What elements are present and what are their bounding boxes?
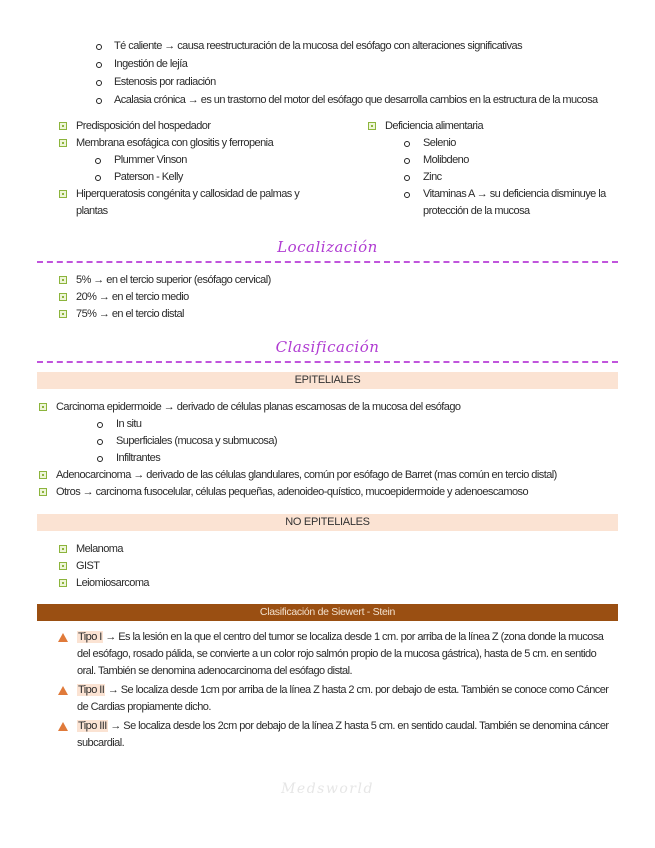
- checkbox-bullet-icon: [59, 139, 67, 147]
- list-item: [39, 467, 624, 484]
- checkbox-bullet-icon: [59, 545, 67, 553]
- left-risk-column: [59, 118, 319, 220]
- list-item: Ingestión de lejía: [96, 56, 626, 74]
- list-item-text: Hiperqueratosis congénita y callosidad de palmas y plantas: [76, 188, 300, 217]
- sub-list-item: Plummer Vinson: [95, 152, 319, 169]
- checkbox-bullet-icon: [59, 276, 67, 284]
- type-text: → Se localiza desde los 2cm por debajo de la línea Z hasta 5 cm. en sentido caudal. También se denomina cáncer subcardial.: [77, 720, 609, 749]
- list-item-text: 5% → en el tercio superior (esófago cervical): [76, 274, 271, 286]
- siewert-header: Clasificación de Siewert - Stein: [37, 604, 618, 621]
- list-item: [59, 186, 319, 220]
- list-item-text: Predisposición del hospedador: [76, 120, 211, 132]
- list-item: [59, 272, 619, 289]
- list-item: Té caliente → causa reestructuración de la mucosa del esófago con alteraciones significativas: [96, 38, 626, 56]
- checkbox-bullet-icon: [59, 562, 67, 570]
- triangle-bullet-icon: [58, 722, 68, 731]
- checkbox-bullet-icon: [39, 488, 47, 496]
- list-item-text: Carcinoma epidermoide → derivado de células planas escamosas de la mucosa del esófago: [56, 401, 461, 413]
- list-item-text: Adenocarcinoma → derivado de las células glandulares, común por esófago de Barret (mas común en tercio distal): [56, 469, 557, 481]
- list-item: [39, 484, 624, 501]
- sub-list-item: Selenio: [404, 135, 618, 152]
- sub-list-item: Paterson - Kelly: [95, 169, 319, 186]
- list-item-text: 75% → en el tercio distal: [76, 308, 184, 320]
- list-item-text: Otros → carcinoma fusocelular, células pequeñas, adenoideo-quístico, mucoepidermoide y adenoescamoso: [56, 486, 529, 498]
- checkbox-bullet-icon: [59, 579, 67, 587]
- list-item-text: Deficiencia alimentaria: [385, 120, 484, 132]
- list-item-text: 20% → en el tercio medio: [76, 291, 189, 303]
- list-item: [39, 399, 624, 416]
- list-item-text: Leiomiosarcoma: [76, 577, 150, 589]
- list-item-text: Melanoma: [76, 543, 123, 555]
- checkbox-bullet-icon: [39, 403, 47, 411]
- checkbox-bullet-icon: [59, 190, 67, 198]
- list-item: [368, 118, 618, 135]
- list-item-text: Membrana esofágica con glositis y ferropenia: [76, 137, 274, 149]
- top-risk-list: [96, 38, 626, 110]
- sub-list-item: Superficiales (mucosa y submucosa): [97, 433, 624, 450]
- list-item: [59, 558, 359, 575]
- localizacion-list: [59, 272, 619, 323]
- dashed-divider: [37, 361, 618, 363]
- sub-list-item: Vitaminas A → su deficiencia disminuye la protección de la mucosa: [404, 186, 618, 220]
- list-item: [58, 718, 610, 752]
- siewert-list: [58, 629, 610, 752]
- no-epiteliales-header: NO EPITELIALES: [37, 514, 618, 531]
- section-title-clasificacion: Clasificación: [275, 338, 380, 356]
- checkbox-bullet-icon: [59, 310, 67, 318]
- list-item: [59, 135, 319, 152]
- type-label: Tipo I: [78, 631, 102, 643]
- list-item: [59, 541, 359, 558]
- sub-list-item: Zinc: [404, 169, 618, 186]
- sub-list-item: Molibdeno: [404, 152, 618, 169]
- sub-list-item: In situ: [97, 416, 624, 433]
- checkbox-bullet-icon: [59, 293, 67, 301]
- list-item: [58, 682, 610, 716]
- section-title-localizacion: Localización: [277, 238, 378, 256]
- checkbox-bullet-icon: [59, 122, 67, 130]
- no-epiteliales-list: [59, 541, 359, 592]
- type-text: → Es la lesión en la que el centro del tumor se localiza desde 1 cm. por arriba de la línea Z (zona donde la mucosa del esófago, rosado pálida, se convierte a un color rojo salmón propio de la mucosa gástrica), hasta de 5 cm. en sentido oral. También se denomina adenocarcinoma del esófago distal.: [77, 631, 604, 677]
- list-item: [59, 118, 319, 135]
- type-label: Tipo II: [78, 684, 105, 696]
- right-risk-column: [368, 118, 618, 220]
- list-item: [59, 575, 359, 592]
- list-item: [59, 289, 619, 306]
- list-item: [58, 629, 610, 680]
- triangle-bullet-icon: [58, 633, 68, 642]
- list-item-text: GIST: [76, 560, 100, 572]
- list-item: Acalasia crónica → es un trastorno del motor del esófago que desarrolla cambios en la estructura de la mucosa: [96, 92, 626, 110]
- epiteliales-list: [39, 399, 624, 501]
- checkbox-bullet-icon: [368, 122, 376, 130]
- checkbox-bullet-icon: [39, 471, 47, 479]
- epiteliales-header: EPITELIALES: [37, 372, 618, 389]
- type-label: Tipo III: [78, 720, 107, 732]
- list-item: [59, 306, 619, 323]
- dashed-divider: [37, 261, 618, 263]
- sub-list-item: Infiltrantes: [97, 450, 624, 467]
- type-text: → Se localiza desde 1cm por arriba de la línea Z hasta 2 cm. por debajo de esta. También se conoce como Cáncer de Cardias propiamente dicho.: [77, 684, 609, 713]
- triangle-bullet-icon: [58, 686, 68, 695]
- watermark: Medsworld: [281, 781, 374, 797]
- list-item: Estenosis por radiación: [96, 74, 626, 92]
